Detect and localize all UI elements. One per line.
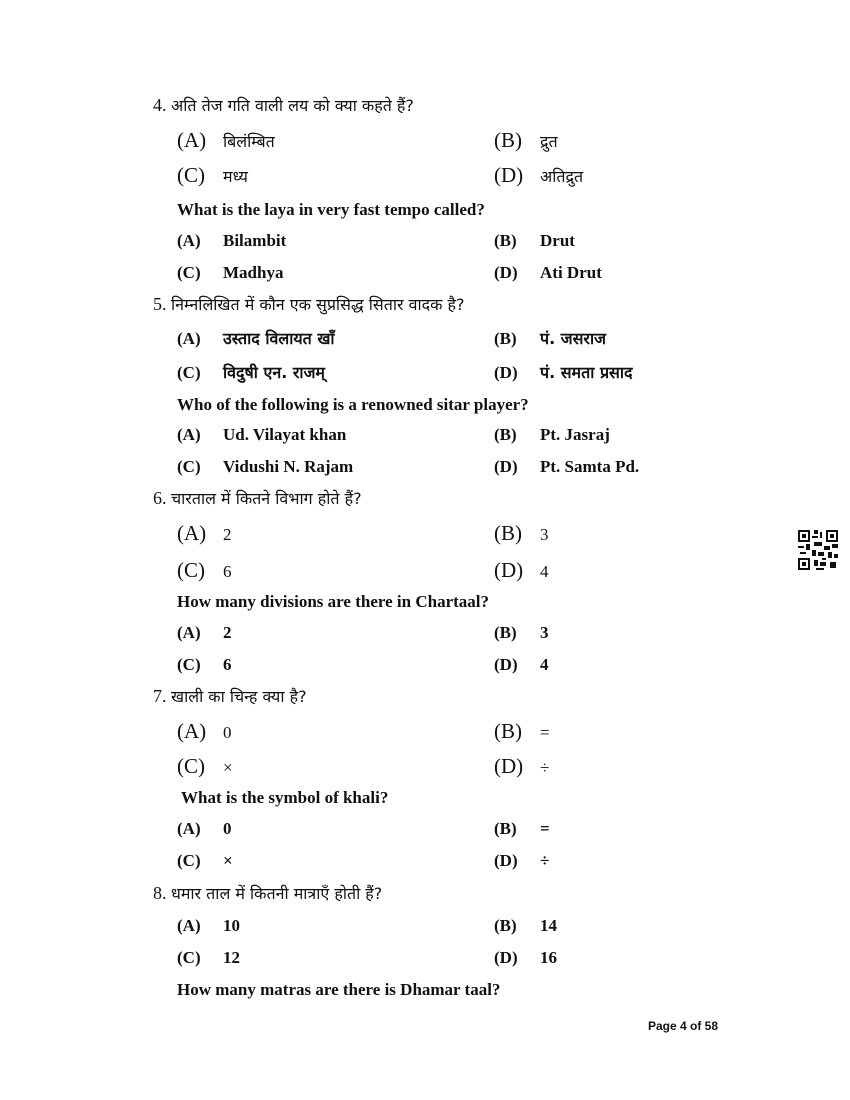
question-number: 6.: [153, 488, 167, 508]
option-english: (D) 4: [494, 655, 549, 674]
option-english: (D) Ati Drut: [494, 263, 602, 282]
question-text-hindi: निम्नलिखित में कौन एक सुप्रसिद्ध सितार वादक है?: [171, 295, 465, 314]
question-text-hindi: अति तेज गति वाली लय को क्या कहते हैं?: [171, 96, 414, 115]
option-english: (B) Pt. Jasraj: [494, 425, 610, 444]
question-text-english: How many divisions are there in Chartaal?: [177, 592, 489, 611]
option-english: (C) 6: [177, 655, 232, 674]
option-hindi: (B) द्रुत: [494, 128, 558, 152]
option-hindi: (B) 14: [494, 916, 557, 935]
option-hindi: (C) मध्य: [177, 163, 248, 187]
option-hindi: (C) 12: [177, 948, 240, 967]
question-8: [153, 882, 382, 904]
question-text-english: What is the symbol of khali?: [181, 788, 389, 807]
option-hindi: (B) =: [494, 719, 550, 743]
question-7: [153, 685, 307, 707]
question-number: 8.: [153, 883, 167, 903]
option-english: (C) ×: [177, 851, 233, 870]
option-hindi: (B) पं. जसराज: [494, 329, 606, 348]
option-hindi: (B) 3: [494, 521, 549, 545]
option-english: (A) 2: [177, 623, 232, 642]
option-hindi: (D) 16: [494, 948, 557, 967]
option-hindi: (A) 10: [177, 916, 240, 935]
option-hindi: (A) बिलंम्बित: [177, 128, 275, 152]
option-hindi: (D) 4: [494, 558, 549, 582]
option-hindi: (A) 2: [177, 521, 232, 545]
option-english: (D) ÷: [494, 851, 550, 870]
option-english: (C) Madhya: [177, 263, 284, 282]
question-text-english: What is the laya in very fast tempo called?: [177, 200, 485, 219]
option-hindi: (C) ×: [177, 754, 233, 778]
question-text-hindi: धमार ताल में कितनी मात्राएँ होती हैं?: [171, 884, 383, 903]
option-hindi: (D) अतिद्रुत: [494, 163, 584, 187]
question-4: [153, 94, 414, 116]
option-english: (A) Ud. Vilayat khan: [177, 425, 347, 444]
question-number: 7.: [153, 686, 167, 706]
option-hindi: (A) उस्ताद विलायत खाँ: [177, 329, 335, 348]
question-5: [153, 293, 465, 315]
question-text-english: Who of the following is a renowned sitar player?: [177, 395, 529, 414]
option-english: (A) Bilambit: [177, 231, 287, 250]
question-text-english: How many matras are there is Dhamar taal?: [177, 980, 501, 999]
question-6: [153, 487, 362, 509]
option-hindi: (D) ÷: [494, 754, 550, 778]
option-english: (B) 3: [494, 623, 549, 642]
option-hindi: (A) 0: [177, 719, 232, 743]
page-number: Page 4 of 58: [648, 1019, 719, 1033]
question-text-hindi: चारताल में कितने विभाग होते हैं?: [171, 489, 362, 508]
option-english: (C) Vidushi N. Rajam: [177, 457, 354, 476]
qr-code-icon[interactable]: [798, 530, 838, 570]
option-hindi: (C) 6: [177, 558, 232, 582]
option-hindi: (C) विदुषी एन. राजम्: [177, 363, 326, 382]
option-english: (B) =: [494, 819, 550, 838]
question-number: 5.: [153, 294, 167, 314]
option-english: (B) Drut: [494, 231, 575, 250]
option-english: (D) Pt. Samta Pd.: [494, 457, 640, 476]
option-hindi: (D) पं. समता प्रसाद: [494, 363, 633, 382]
question-text-hindi: खाली का चिन्ह क्या है?: [171, 687, 307, 706]
option-english: (A) 0: [177, 819, 232, 838]
question-number: 4.: [153, 95, 167, 115]
